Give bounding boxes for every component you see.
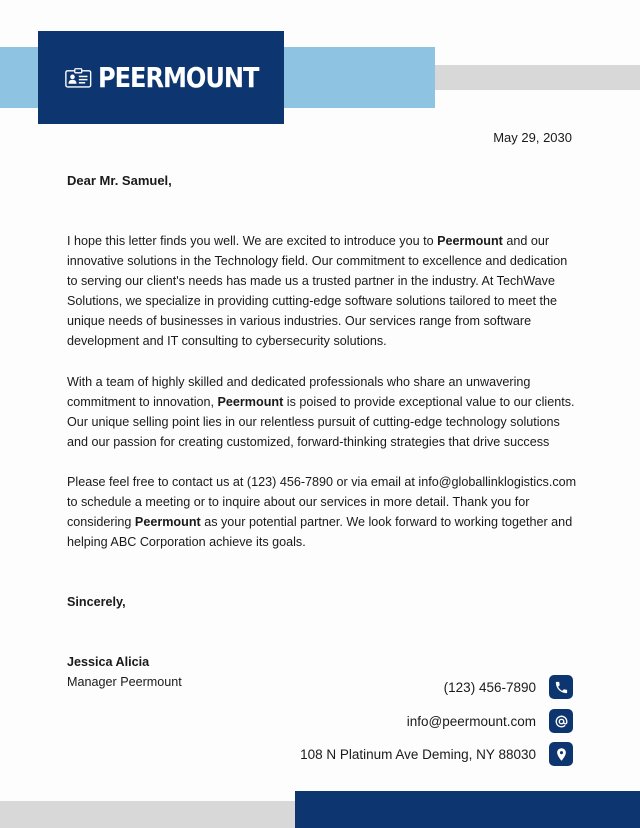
footer-band-gray	[0, 801, 295, 828]
paragraph-1: I hope this letter finds you well. We are excited to introduce you to Peermount and our innovative solutions in the Technology field. Our commitment to excellence and dedication to serving our client's needs has made us a trusted partner in the industry. At TechWave Solutions, we specialize in providing cutting-edge software solutions tailored to meet the unique needs of businesses in various industries. Our services range from software development and IT consulting to cybersecurity solutions.	[67, 234, 568, 349]
signer-title: Manager Peermount	[67, 675, 182, 689]
signer-name: Jessica Alicia	[67, 655, 150, 669]
phone-text: (123) 456-7890	[443, 679, 536, 695]
brand-name: PEERMOUNT	[97, 61, 258, 94]
logo	[38, 31, 284, 124]
letter-body	[67, 231, 577, 572]
at-sign-icon	[549, 709, 573, 733]
contact-email	[173, 709, 573, 733]
phone-icon	[549, 675, 573, 699]
footer-band-navy	[295, 791, 640, 828]
id-card-icon	[65, 61, 92, 95]
contact-address	[173, 742, 573, 766]
salutation: Dear Mr. Samuel,	[67, 173, 172, 188]
address-text: 108 N Platinum Ave Deming, NY 88030	[300, 746, 536, 762]
header-band-gray	[435, 65, 640, 90]
email-text: info@peermount.com	[406, 713, 536, 729]
closing: Sincerely,	[67, 595, 126, 609]
location-pin-icon	[549, 742, 573, 766]
paragraph-2: With a team of highly skilled and dedicated professionals who share an unwavering commitment to innovation, Peermount is poised to provide exceptional value to our clients. Our unique selling point lies in our relentless pursuit of cutting-edge technology solutions and our passion for creating customized, forward-thinking strategies that drive success	[67, 374, 575, 449]
contact-phone	[173, 675, 573, 699]
letter-date: May 29, 2030	[493, 130, 572, 145]
paragraph-3: Please feel free to contact us at (123) 456-7890 or via email at info@globallinklogistics.com to schedule a meeting or to inquire about our services in more detail. Thank you for considering Peermount as your potential partner. We look forward to working together and helping ABC Corporation achieve its goals.	[67, 474, 577, 550]
